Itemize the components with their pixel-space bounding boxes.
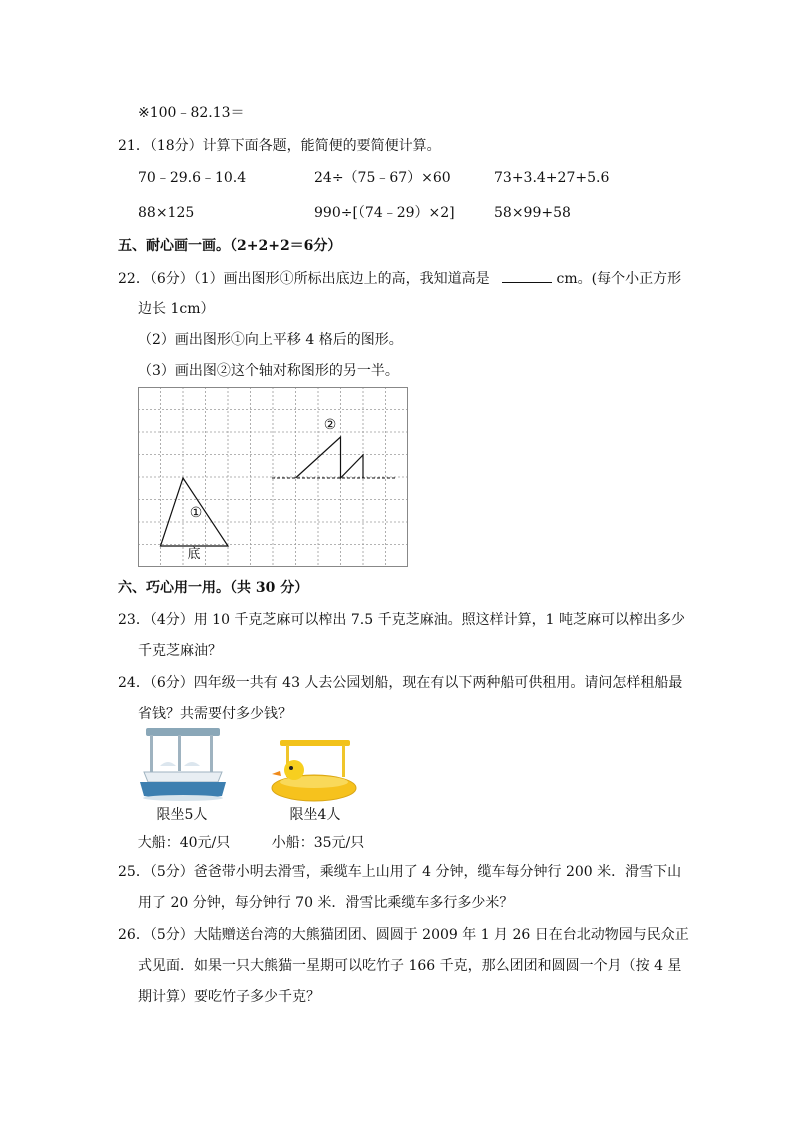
expression-6: 58×99+58: [494, 205, 571, 221]
question-25-line-2: 用了 20 分钟，每分钟行 70 米．滑雪比乘缆车多行多少米？: [138, 895, 514, 911]
question-23-line-2: 千克芝麻油？: [138, 643, 222, 659]
question-22-line-1: [118, 268, 681, 289]
question-25-line-1: 25．（5分）爸爸带小明去滑雪，乘缆车上山用了 4 分钟，缆车每分钟行 200 米．滑雪下山: [118, 864, 682, 880]
expression-3: 73+3.4+27+5.6: [494, 170, 610, 186]
big-boat-price: 大船：40元/只: [137, 835, 231, 851]
expression-line: ※100﹣82.13＝: [138, 105, 245, 121]
small-boat-limit: 限坐4人: [289, 807, 341, 823]
question-22-line-2: 边长 1cm）: [138, 301, 215, 317]
question-22-part-2: （2）画出图形①向上平移 4 格后的图形。: [138, 332, 403, 348]
question-22-unit: cm。(每个小正方形: [556, 271, 682, 287]
question-26-line-3: 期计算）要吃竹子多少千克？: [138, 989, 320, 1005]
drawing-grid[interactable]: [138, 387, 408, 567]
question-26-line-2: 式见面．如果一只大熊猫一星期可以吃竹子 166 千克，那么团团和圆圆一个月（按 4 星: [138, 958, 682, 974]
shape-2-label: ②: [323, 417, 337, 433]
small-boat-price: 小船：35元/只: [271, 835, 365, 851]
expression-1: 70﹣29.6﹣10.4: [138, 170, 247, 186]
grid-lines: [138, 387, 408, 567]
small-boat-image: [268, 738, 360, 804]
question-23-line-1: 23．（4分）用 10 千克芝麻可以榨出 7.5 千克芝麻油。照这样计算，1 吨芝麻可以榨出多少: [118, 612, 685, 628]
question-24-line-1: 24．（6分）四年级一共有 43 人去公园划船，现在有以下两种船可供租用。请问怎样租船最: [118, 675, 683, 691]
expression-4: 88×125: [138, 205, 195, 221]
expression-2: 24÷（75﹣67）×60: [314, 170, 451, 186]
big-boat-image: [138, 726, 228, 802]
section-6-heading: 六、巧心用一用。（共 30 分）: [118, 580, 309, 596]
half-shape-2: [296, 437, 364, 478]
question-26-line-1: 26．（5分）大陆赠送台湾的大熊猫团团、圆圆于 2009 年 1 月 26 日在台北动物园与民众正: [118, 927, 689, 943]
question-22-part-3: （3）画出图②这个轴对称图形的另一半。: [138, 363, 399, 379]
section-5-heading: 五、耐心画一画。（2+2+2＝6分）: [118, 238, 342, 254]
answer-blank[interactable]: [502, 268, 552, 283]
question-21: 21．（18分）计算下面各题，能简便的要简便计算。: [118, 138, 441, 154]
base-label: 底: [187, 547, 201, 562]
question-22-text: 22．（6分）（1）画出图形①所标出底边上的高，我知道高是: [118, 271, 490, 287]
shape-1-label: ①: [189, 505, 203, 521]
expression-5: 990÷[（74﹣29）×2]: [314, 205, 455, 221]
question-24-line-2: 省钱？共需要付多少钱？: [138, 706, 292, 722]
big-boat-limit: 限坐5人: [156, 807, 208, 823]
